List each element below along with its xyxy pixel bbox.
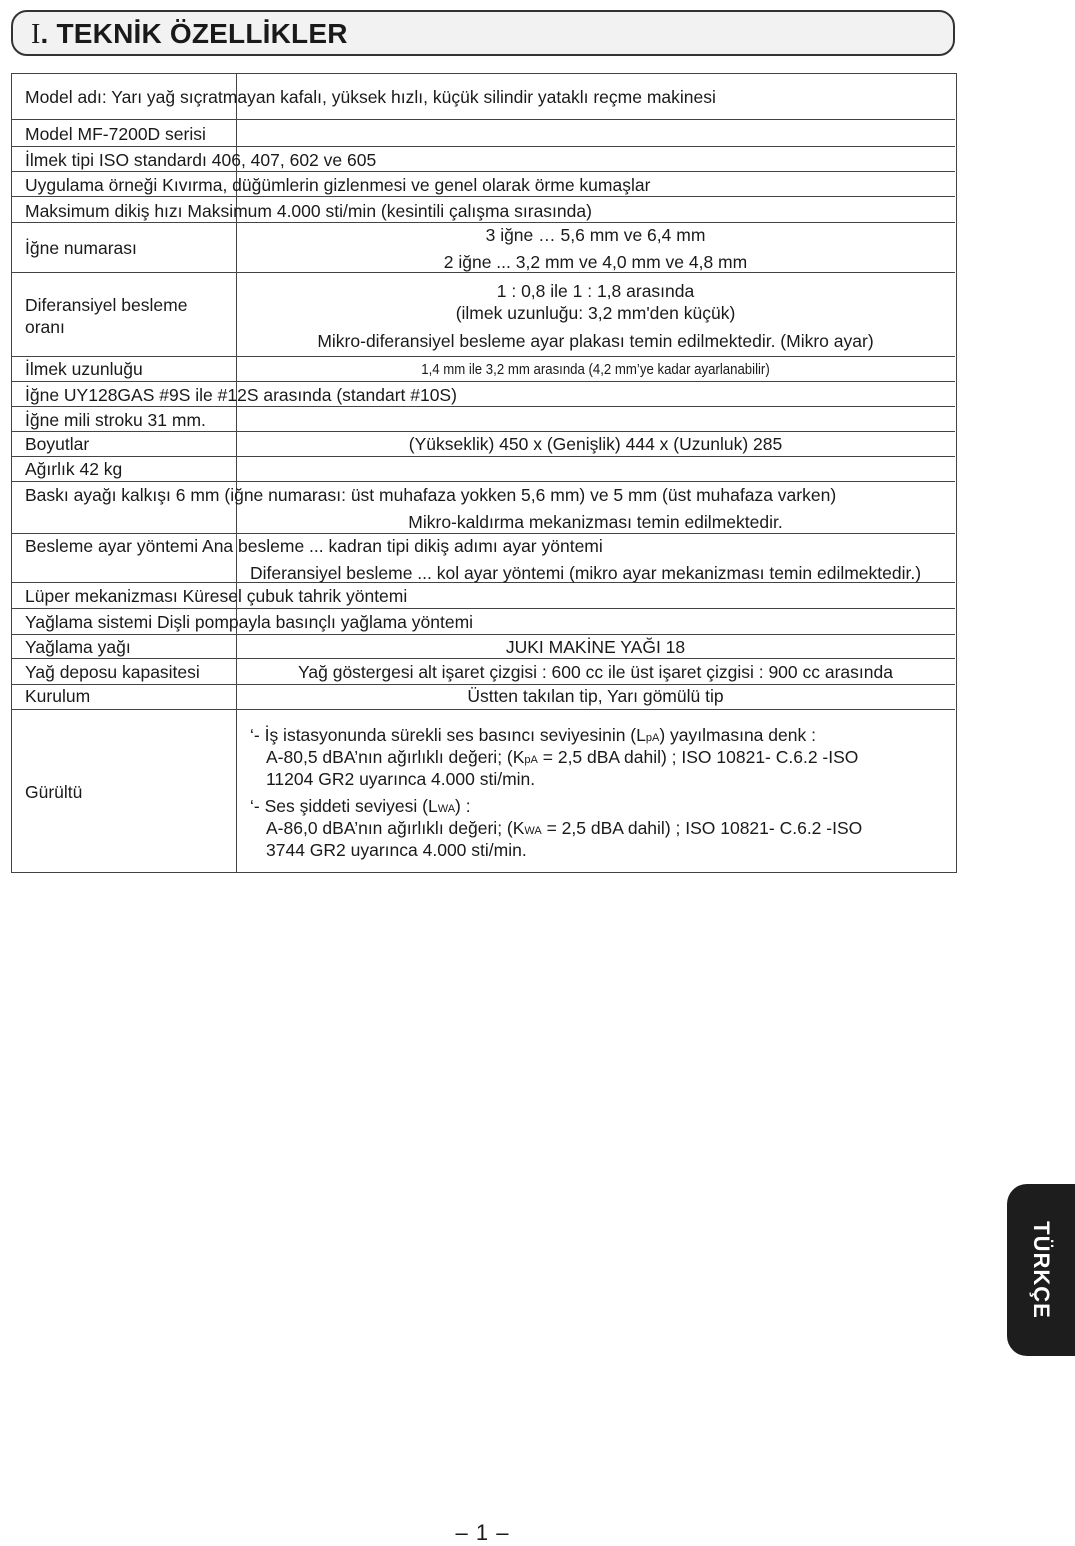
row-divider xyxy=(12,481,955,482)
spec-dimensions: (Yükseklik) 450 x (Genişlik) 444 x (Uzunluk) 285 xyxy=(408,434,783,454)
spec-application: Uygulama örneği Kıvırma, düğümlerin gizlenmesi ve genel olarak örme kumaşlar xyxy=(25,175,651,195)
row-divider xyxy=(12,119,955,120)
row-divider xyxy=(12,684,955,685)
spec-diff-feed-label-2: oranı xyxy=(25,317,65,337)
spec-stitch-type: İlmek tipi ISO standardı 406, 407, 602 ve 605 xyxy=(25,150,377,170)
spec-needle-bar-stroke: İğne mili stroku 31 mm. xyxy=(25,410,206,430)
noise-line-1b: A-80,5 dBA’nın ağırlıklı değeri; (KpA = 2,5 dBA dahil) ; ISO 10821- C.6.2 -ISO xyxy=(266,747,859,767)
row-divider xyxy=(12,608,955,609)
section-title-box xyxy=(11,10,955,56)
row-divider xyxy=(12,431,955,432)
row-divider xyxy=(12,456,955,457)
row-divider xyxy=(12,171,955,172)
spec-diff-feed-line-1: 1 : 0,8 ile 1 : 1,8 arasında xyxy=(496,281,695,301)
language-tab[interactable] xyxy=(1007,1184,1075,1356)
row-divider xyxy=(12,146,955,147)
spec-needle-gauge-label: İğne numarası xyxy=(25,238,137,258)
spec-diff-feed-line-3: Mikro-diferansiyel besleme ayar plakası temin edilmektedir. (Mikro ayar) xyxy=(317,331,874,351)
section-roman-numeral: I xyxy=(31,19,41,50)
spec-lubrication-system: Yağlama sistemi Dişli pompayla basınçlı yağlama yöntemi xyxy=(25,612,474,632)
row-divider xyxy=(12,196,955,197)
noise-line-2c: 3744 GR2 uyarınca 4.000 sti/min. xyxy=(266,840,527,860)
row-divider xyxy=(12,272,955,273)
language-tab-label: TÜRKÇE xyxy=(1029,1221,1054,1319)
spec-oil-tank: Yağ göstergesi alt işaret çizgisi : 600 cc ile üst işaret çizgisi : 900 cc arasında xyxy=(298,662,893,682)
spec-stitch-length-label: İlmek uzunluğu xyxy=(25,359,143,379)
spec-feed-adjust-line-2: Diferansiyel besleme ... kol ayar yöntemi (mikro ayar mekanizması temin edilmektedir.) xyxy=(250,563,922,583)
spec-model-name: Model adı: Yarı yağ sıçratmayan kafalı, yüksek hızlı, küçük silindir yataklı reçme makinesi xyxy=(25,87,716,107)
row-divider xyxy=(12,356,955,357)
noise-line-1a: ‘- İş istasyonunda sürekli ses basıncı seviyesinin (LpA) yayılmasına denk : xyxy=(250,725,816,745)
spec-needle-gauge-line-2: 2 iğne ... 3,2 mm ve 4,0 mm ve 4,8 mm xyxy=(443,252,748,272)
row-divider xyxy=(12,222,955,223)
spec-lubricant: JUKI MAKİNE YAĞI 18 xyxy=(505,637,686,657)
noise-line-1c: 11204 GR2 uyarınca 4.000 sti/min. xyxy=(266,769,536,789)
spec-diff-feed-label-1: Diferansiyel besleme xyxy=(25,295,188,315)
section-title-text: . TEKNİK ÖZELLİKLER xyxy=(40,18,348,49)
spec-table xyxy=(11,73,957,873)
row-divider xyxy=(12,709,955,710)
spec-model: Model MF-7200D serisi xyxy=(25,124,206,144)
spec-installation: Üstten takılan tip, Yarı gömülü tip xyxy=(467,686,724,706)
spec-lubricant-label: Yağlama yağı xyxy=(25,637,131,657)
spec-presser-lift-line-1: Baskı ayağı kalkışı 6 mm (iğne numarası: üst muhafaza yokken 5,6 mm) ve 5 mm (üst muhafaza varken) xyxy=(25,485,837,505)
spec-presser-lift-line-2: Mikro-kaldırma mekanizması temin edilmektedir. xyxy=(408,512,783,532)
spec-installation-label: Kurulum xyxy=(25,686,91,706)
spec-noise-label: Gürültü xyxy=(25,782,83,802)
spec-oil-tank-label: Yağ deposu kapasitesi xyxy=(25,662,200,682)
row-divider xyxy=(12,533,955,534)
spec-stitch-length: 1,4 mm ile 3,2 mm arasında (4,2 mm’ye kadar ayarlanabilir) xyxy=(421,361,770,378)
noise-line-2a: ‘- Ses şiddeti seviyesi (LWA) : xyxy=(250,796,471,816)
noise-line-2b: A-86,0 dBA’nın ağırlıklı değeri; (KWA = 2,5 dBA dahil) ; ISO 10821- C.6.2 -ISO xyxy=(266,818,863,838)
section-title xyxy=(31,18,348,51)
spec-needle: İğne UY128GAS #9S ile #12S arasında (standart #10S) xyxy=(25,385,457,405)
spec-diff-feed-line-2: (ilmek uzunluğu: 3,2 mm'den küçük) xyxy=(455,303,736,323)
page-number: – 1 – xyxy=(455,1520,510,1545)
row-divider xyxy=(12,406,955,407)
row-divider xyxy=(12,381,955,382)
spec-dimensions-label: Boyutlar xyxy=(25,434,90,454)
spec-feed-adjust-line-1: Besleme ayar yöntemi Ana besleme ... kadran tipi dikiş adımı ayar yöntemi xyxy=(25,536,603,556)
spec-max-speed: Maksimum dikiş hızı Maksimum 4.000 sti/min (kesintili çalışma sırasında) xyxy=(25,201,592,221)
row-divider xyxy=(12,634,955,635)
spec-looper: Lüper mekanizması Küresel çubuk tahrik yöntemi xyxy=(25,586,408,606)
spec-needle-gauge-line-1: 3 iğne … 5,6 mm ve 6,4 mm xyxy=(485,225,706,245)
row-divider xyxy=(12,658,955,659)
spec-weight: Ağırlık 42 kg xyxy=(25,459,123,479)
